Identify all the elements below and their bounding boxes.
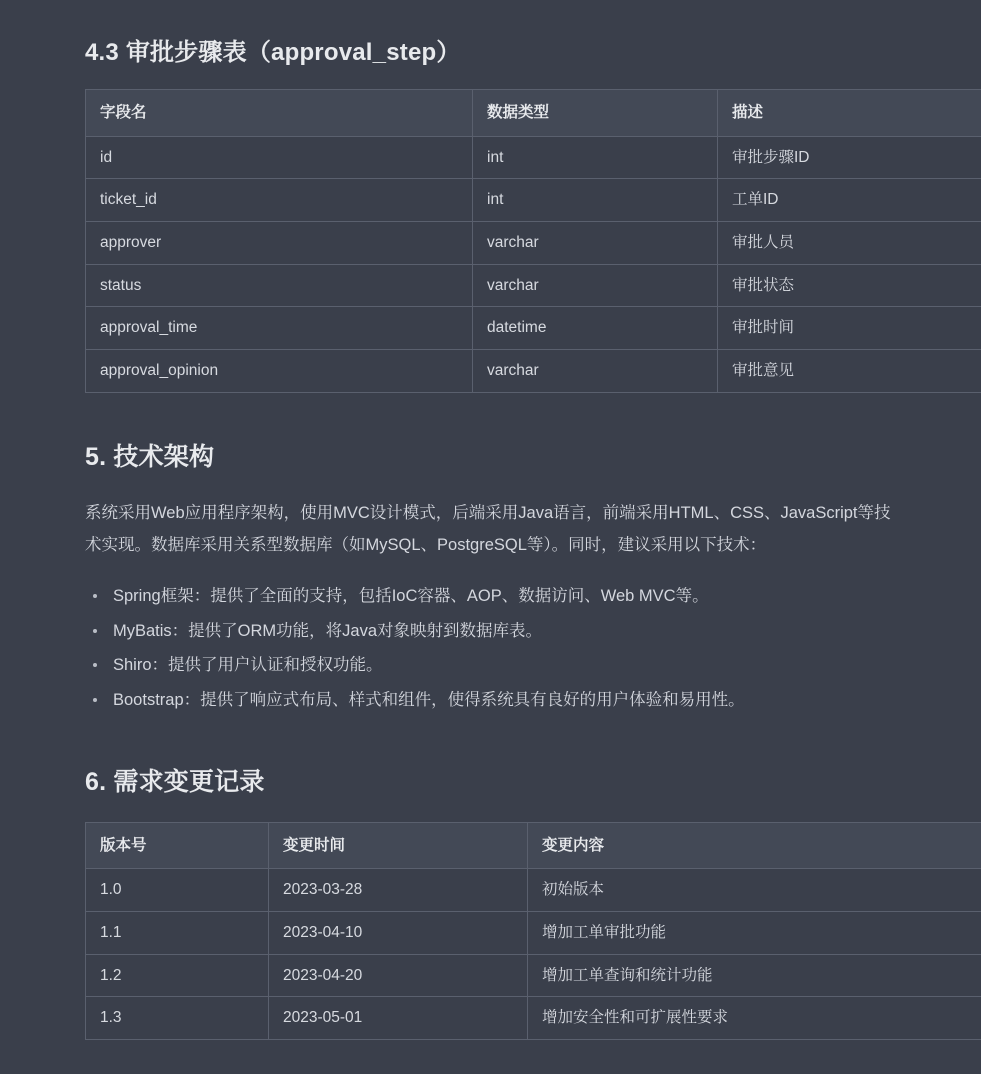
table-row	[86, 954, 981, 997]
section-title-change-log: 6. 需求变更记录	[85, 762, 901, 798]
cell-version: 1.2	[86, 954, 269, 997]
cell-field: id	[86, 136, 473, 179]
approval-step-table-body	[86, 136, 981, 392]
table-row	[86, 179, 981, 222]
column-header-field: 字段名	[86, 90, 473, 137]
table-row	[86, 869, 981, 912]
cell-version: 1.1	[86, 912, 269, 955]
page-title-approval-step: 4.3 审批步骤表（approval_step）	[85, 32, 901, 67]
cell-type: varchar	[473, 264, 718, 307]
cell-desc: 审批意见	[718, 350, 981, 393]
cell-type: varchar	[473, 350, 718, 393]
table-row	[86, 264, 981, 307]
cell-date: 2023-04-20	[269, 954, 528, 997]
cell-field: approver	[86, 222, 473, 265]
table-header-row	[86, 822, 981, 869]
list-item: Shiro：提供了用户认证和授权功能。	[85, 648, 901, 683]
cell-desc: 审批时间	[718, 307, 981, 350]
table-row	[86, 912, 981, 955]
list-item: MyBatis：提供了ORM功能，将Java对象映射到数据库表。	[85, 614, 901, 649]
table-row	[86, 997, 981, 1040]
cell-desc: 工单ID	[718, 179, 981, 222]
column-header-date: 变更时间	[269, 822, 528, 869]
section-title-tech-architecture: 5. 技术架构	[85, 437, 901, 473]
approval-step-table	[85, 89, 981, 393]
table-row	[86, 136, 981, 179]
list-item: Spring框架：提供了全面的支持，包括IoC容器、AOP、数据访问、Web MVC等。	[85, 579, 901, 614]
column-header-type: 数据类型	[473, 90, 718, 137]
table-row	[86, 307, 981, 350]
column-header-version: 版本号	[86, 822, 269, 869]
tech-architecture-list	[85, 579, 901, 718]
cell-desc: 审批状态	[718, 264, 981, 307]
table-row	[86, 350, 981, 393]
cell-content: 增加工单查询和统计功能	[528, 954, 981, 997]
change-log-table-body	[86, 869, 981, 1040]
cell-content: 初始版本	[528, 869, 981, 912]
cell-content: 增加安全性和可扩展性要求	[528, 997, 981, 1040]
column-header-desc: 描述	[718, 90, 981, 137]
cell-content: 增加工单审批功能	[528, 912, 981, 955]
cell-desc: 审批步骤ID	[718, 136, 981, 179]
cell-date: 2023-04-10	[269, 912, 528, 955]
cell-version: 1.3	[86, 997, 269, 1040]
cell-desc: 审批人员	[718, 222, 981, 265]
cell-field: status	[86, 264, 473, 307]
cell-field: approval_time	[86, 307, 473, 350]
cell-date: 2023-05-01	[269, 997, 528, 1040]
list-item: Bootstrap：提供了响应式布局、样式和组件，使得系统具有良好的用户体验和易用性。	[85, 683, 901, 718]
table-row	[86, 222, 981, 265]
column-header-content: 变更内容	[528, 822, 981, 869]
cell-type: varchar	[473, 222, 718, 265]
cell-date: 2023-03-28	[269, 869, 528, 912]
cell-type: datetime	[473, 307, 718, 350]
change-log-table	[85, 822, 981, 1040]
change-log-table-head	[86, 822, 981, 869]
cell-field: ticket_id	[86, 179, 473, 222]
cell-field: approval_opinion	[86, 350, 473, 393]
tech-architecture-paragraph: 系统采用Web应用程序架构，使用MVC设计模式，后端采用Java语言，前端采用HTML、CSS、JavaScript等技术实现。数据库采用关系型数据库（如MySQL、PostgreSQL等）。同时，建议采用以下技术：	[85, 497, 900, 561]
table-header-row	[86, 90, 981, 137]
cell-type: int	[473, 179, 718, 222]
cell-version: 1.0	[86, 869, 269, 912]
approval-step-table-head	[86, 90, 981, 137]
cell-type: int	[473, 136, 718, 179]
